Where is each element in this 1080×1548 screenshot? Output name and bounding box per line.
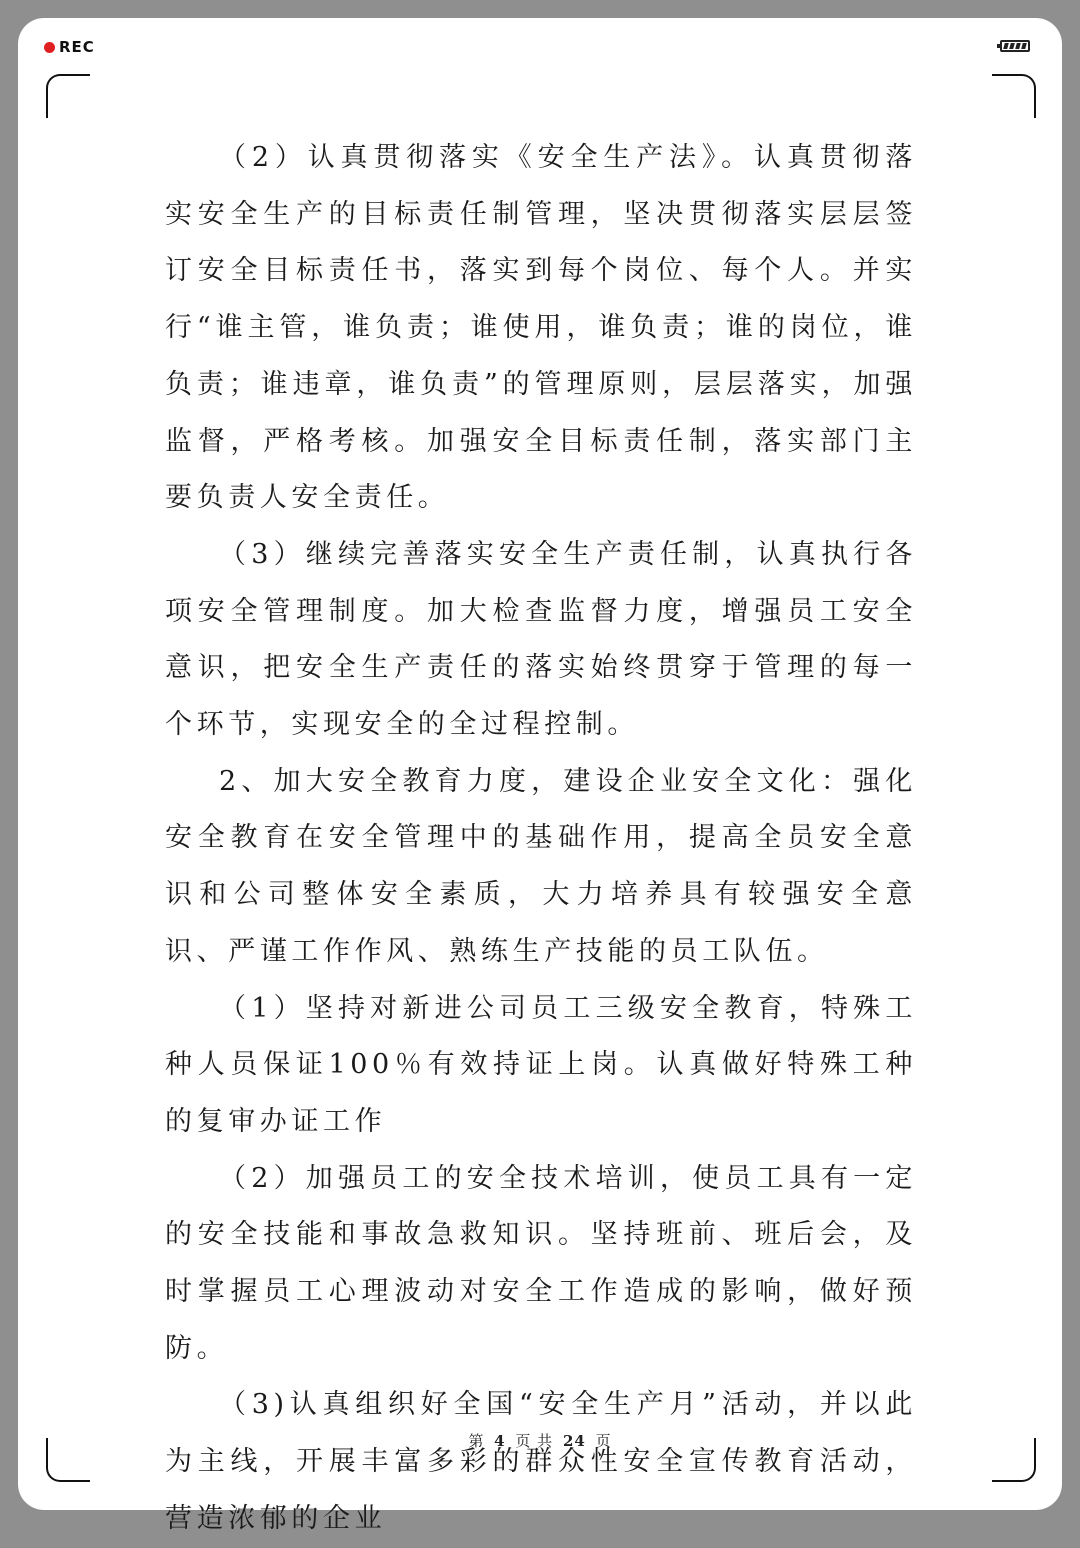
- paragraph: 2、加大安全教育力度，建设企业安全文化：强化安全教育在安全管理中的基础作用，提高全员安全意识和公司整体安全素质，大力培养具有较强安全意识、严谨工作作风、熟练生产技能的员工队伍。: [165, 765, 917, 967]
- footer-prefix: 第: [468, 1432, 485, 1450]
- footer-suffix: 页: [595, 1432, 612, 1450]
- record-dot-icon: [44, 42, 55, 53]
- page-footer: [0, 1430, 1080, 1451]
- paragraph: （2）认真贯彻落实《安全生产法》。认真贯彻落实安全生产的目标责任制管理，坚决贯彻落实层层签订安全目标责任书，落实到每个岗位、每个人。并实行“谁主管，谁负责；谁使用，谁负责；谁的岗位，谁负责；谁违章，谁负责”的管理原则，层层落实，加强监督，严格考核。加强安全目标责任制，落实部门主要负责人安全责任。: [165, 142, 917, 514]
- rec-label: REC: [59, 38, 95, 56]
- viewfinder-corner-top-left: [46, 74, 90, 118]
- battery-icon: [1000, 40, 1030, 52]
- total-page-count: 24: [562, 1432, 586, 1450]
- current-page-number: 4: [494, 1432, 506, 1450]
- document-body: [165, 130, 917, 1548]
- footer-middle: 页 共: [515, 1432, 554, 1450]
- viewfinder-corner-top-right: [992, 74, 1036, 118]
- paragraph: （3)认真组织好全国“安全生产月”活动，并以此为主线，开展丰富多彩的群众性安全宣传教育活动，营造浓郁的企业: [165, 1389, 917, 1534]
- recording-indicator: [44, 38, 95, 56]
- paragraph: （1）坚持对新进公司员工三级安全教育，特殊工种人员保证100％有效持证上岗。认真做好特殊工种的复审办证工作: [165, 992, 917, 1137]
- paragraph: （2）加强员工的安全技术培训，使员工具有一定的安全技能和事故急救知识。坚持班前、班后会，及时掌握员工心理波动对安全工作造成的影响，做好预防。: [165, 1162, 917, 1364]
- paragraph: （3）继续完善落实安全生产责任制，认真执行各项安全管理制度。加大检查监督力度，增强员工安全意识，把安全生产责任的落实始终贯穿于管理的每一个环节，实现安全的全过程控制。: [165, 538, 917, 741]
